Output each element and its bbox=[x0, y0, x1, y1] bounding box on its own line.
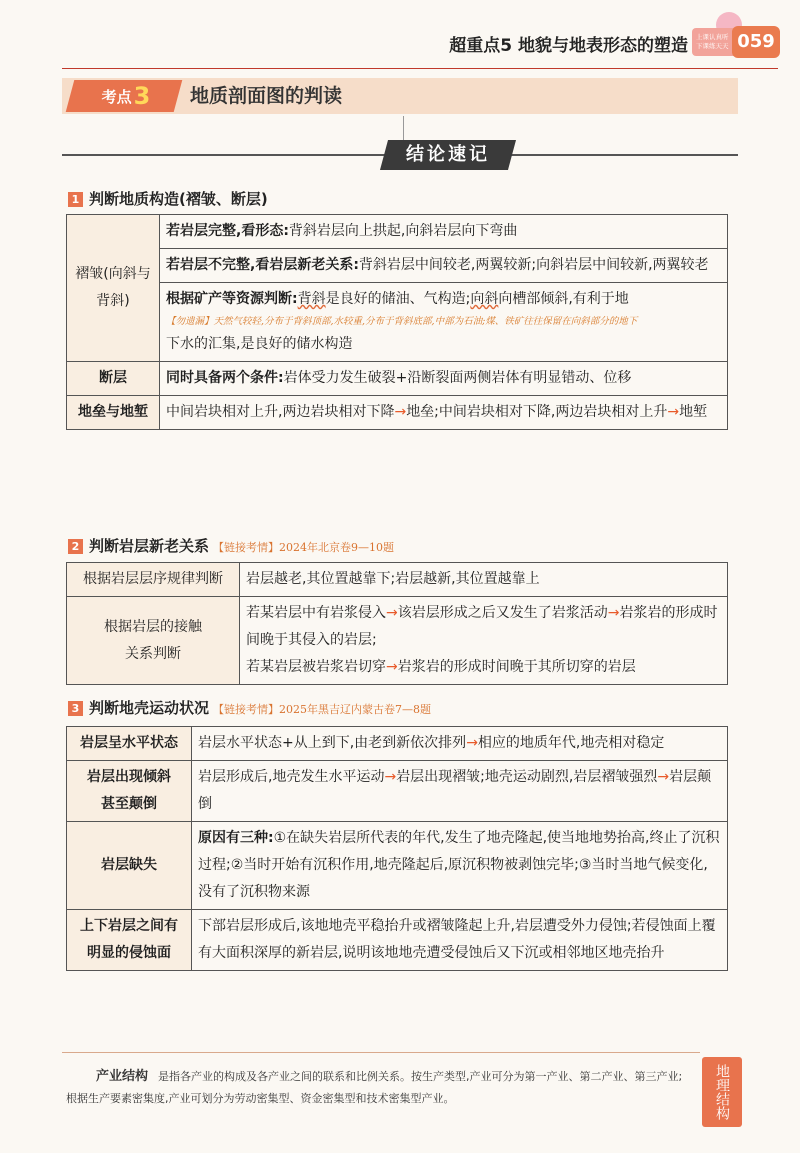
keyword-anticline: 背斜 bbox=[297, 291, 326, 307]
connector-line bbox=[403, 116, 404, 140]
arrow-icon: → bbox=[466, 735, 478, 751]
cell-text: 背斜岩层向上拱起,向斜岩层向下弯曲 bbox=[288, 223, 518, 239]
structure-table bbox=[66, 214, 728, 430]
handwritten-note: 【勿遗漏】天然气较轻,分布于背斜顶部,水较重,分布于背斜底部,中部为石油;煤、铁矿往往保留在向斜部分的地下 bbox=[166, 316, 638, 327]
table-row bbox=[67, 910, 728, 971]
arrow-icon: → bbox=[386, 659, 398, 675]
cell-bold: 根据矿产等资源判断: bbox=[166, 291, 298, 307]
cell-text: 向槽部倾斜,有利于地 bbox=[498, 291, 629, 307]
section-title: 判断地质构造(褶皱、断层) bbox=[89, 190, 268, 208]
section-title: 判断地壳运动状况 bbox=[89, 699, 210, 717]
section-title: 判断岩层新老关系 bbox=[89, 537, 210, 555]
row-label: 根据岩层层序规律判断 bbox=[67, 563, 240, 597]
summary-banner bbox=[62, 140, 738, 170]
topic-title: 地质剖面图的判读 bbox=[190, 85, 343, 107]
table-cell bbox=[192, 822, 728, 910]
cell-text: 地堑 bbox=[679, 404, 708, 420]
section-num: 2 bbox=[68, 539, 83, 554]
arrow-icon: → bbox=[657, 769, 670, 785]
side-tab: 地理结构 bbox=[702, 1057, 742, 1127]
table-row bbox=[67, 597, 728, 685]
cell-bold: 若岩层完整,看形态: bbox=[166, 223, 289, 239]
chapter-title: 超重点5 地貌与地表形态的塑造 bbox=[449, 36, 688, 56]
table-row bbox=[67, 283, 728, 362]
table-cell bbox=[192, 761, 728, 822]
table-cell bbox=[240, 597, 728, 685]
cell-text: ①在缺失岩层所代表的年代,发生了地壳隆起,使当地地势抬高,终止了沉积过程;②当时开始有沉积作用,地壳隆起后,原沉积物被剥蚀完毕;③当时当地气候变化,没有了沉积物来源 bbox=[198, 830, 720, 900]
cell-text: 下水的汇集,是良好的储水构造 bbox=[166, 336, 353, 352]
cell-text: 岩层形成后,地壳发生水平运动 bbox=[198, 769, 385, 785]
arrow-icon: → bbox=[384, 769, 397, 785]
table-cell bbox=[160, 249, 728, 283]
row-label: 上下岩层之间有明显的侵蚀面 bbox=[67, 910, 192, 971]
row-label: 岩层出现倾斜甚至颠倒 bbox=[67, 761, 192, 822]
table-cell: 下部岩层形成后,该地地壳平稳抬升或褶皱隆起上升,岩层遭受外力侵蚀;若侵蚀面上覆有大面积深厚的新岩层,说明该地地壳遭受侵蚀后又下沉或相邻地区地壳抬升 bbox=[192, 910, 728, 971]
cell-text: 岩层出现褶皱;地壳运动剧烈,岩层褶皱强烈 bbox=[396, 769, 658, 785]
cell-text: 岩浆岩的形成时间晚于其侵入的岩层; bbox=[246, 605, 718, 648]
page-number: 059 bbox=[732, 26, 780, 58]
cell-text: 岩体受力发生破裂+沿断裂面两侧岩体有明显错动、位移 bbox=[283, 370, 632, 386]
arrow-icon: → bbox=[386, 605, 398, 621]
section-1-heading bbox=[68, 188, 268, 209]
footer-text: 是指各产业的构成及各产业之间的联系和比例关系。按生产类型,产业可分为第一产业、第二产业、第三产业;根据生产要素密集度,产业可划分为劳动密集型、资金密集型和技术密集型产业。 bbox=[66, 1070, 683, 1105]
table-row bbox=[67, 396, 728, 430]
header-rule bbox=[62, 68, 778, 69]
table-row bbox=[67, 761, 728, 822]
horst-graben-label: 地垒与地堑 bbox=[67, 396, 160, 430]
cell-bold: 同时具备两个条件: bbox=[166, 370, 284, 386]
table-cell: 岩层越老,其位置越靠下;岩层越新,其位置越靠上 bbox=[240, 563, 728, 597]
table-cell bbox=[160, 362, 728, 396]
section-2-heading bbox=[68, 535, 394, 556]
cell-text: 相应的地质年代,地壳相对稳定 bbox=[477, 735, 665, 751]
arrow-icon: → bbox=[607, 605, 620, 621]
cell-text: 中间岩块相对上升,两边岩块相对下降 bbox=[166, 404, 395, 420]
table-row bbox=[67, 362, 728, 396]
cell-text: 该岩层形成之后又发生了岩浆活动 bbox=[397, 605, 608, 621]
fault-label: 断层 bbox=[67, 362, 160, 396]
crust-movement-table bbox=[66, 726, 728, 971]
cell-text: 岩浆岩的形成时间晚于其所切穿的岩层 bbox=[397, 659, 636, 675]
strata-age-table bbox=[66, 562, 728, 685]
header-badge: 上课认真听 下课练天天 bbox=[692, 28, 738, 56]
cell-bold: 若岩层不完整,看岩层新老关系: bbox=[166, 257, 359, 273]
row-label: 岩层呈水平状态 bbox=[67, 727, 192, 761]
table-cell bbox=[160, 215, 728, 249]
cell-bold: 原因有三种: bbox=[198, 830, 274, 846]
fold-label: 褶皱(向斜与背斜) bbox=[67, 215, 160, 362]
table-row bbox=[67, 563, 728, 597]
table-cell bbox=[160, 283, 728, 362]
arrow-icon: → bbox=[667, 404, 680, 420]
cell-text: 地垒;中间岩块相对下降,两边岩块相对上升 bbox=[406, 404, 668, 420]
topic-tag bbox=[78, 80, 174, 112]
footer-term: 产业结构 bbox=[96, 1069, 149, 1084]
section-num: 1 bbox=[68, 192, 83, 207]
footer-rule bbox=[62, 1052, 700, 1053]
table-row bbox=[67, 822, 728, 910]
topic-tag-num: 3 bbox=[133, 82, 151, 110]
exam-link: 【链接考情】2024年北京卷9—10题 bbox=[213, 541, 395, 554]
cell-text: 是良好的储油、气构造; bbox=[325, 291, 471, 307]
table-row bbox=[67, 249, 728, 283]
exam-link: 【链接考情】2025年黑吉辽内蒙古卷7—8题 bbox=[213, 703, 432, 716]
cell-text: 若某岩层被岩浆岩切穿 bbox=[246, 659, 386, 675]
table-cell bbox=[160, 396, 728, 430]
table-row bbox=[67, 727, 728, 761]
row-label: 岩层缺失 bbox=[67, 822, 192, 910]
cell-text: 岩层颠倒 bbox=[198, 769, 712, 812]
page-header bbox=[0, 26, 800, 66]
section-num: 3 bbox=[68, 701, 83, 716]
keyword-syncline: 向斜 bbox=[470, 291, 499, 307]
cell-text: 岩层水平状态+从上到下,由老到新依次排列 bbox=[198, 735, 467, 751]
cell-text: 背斜岩层中间较老,两翼较新;向斜岩层中间较新,两翼较老 bbox=[358, 257, 709, 273]
topic-tag-label: 考点 bbox=[101, 88, 132, 106]
section-3-heading bbox=[68, 697, 431, 718]
arrow-icon: → bbox=[394, 404, 407, 420]
row-label: 根据岩层的接触关系判断 bbox=[67, 597, 240, 685]
table-cell bbox=[192, 727, 728, 761]
footer-note bbox=[66, 1066, 686, 1110]
table-row bbox=[67, 215, 728, 249]
cell-text: 若某岩层中有岩浆侵入 bbox=[246, 605, 386, 621]
banner-text: 结论速记 bbox=[406, 144, 490, 165]
